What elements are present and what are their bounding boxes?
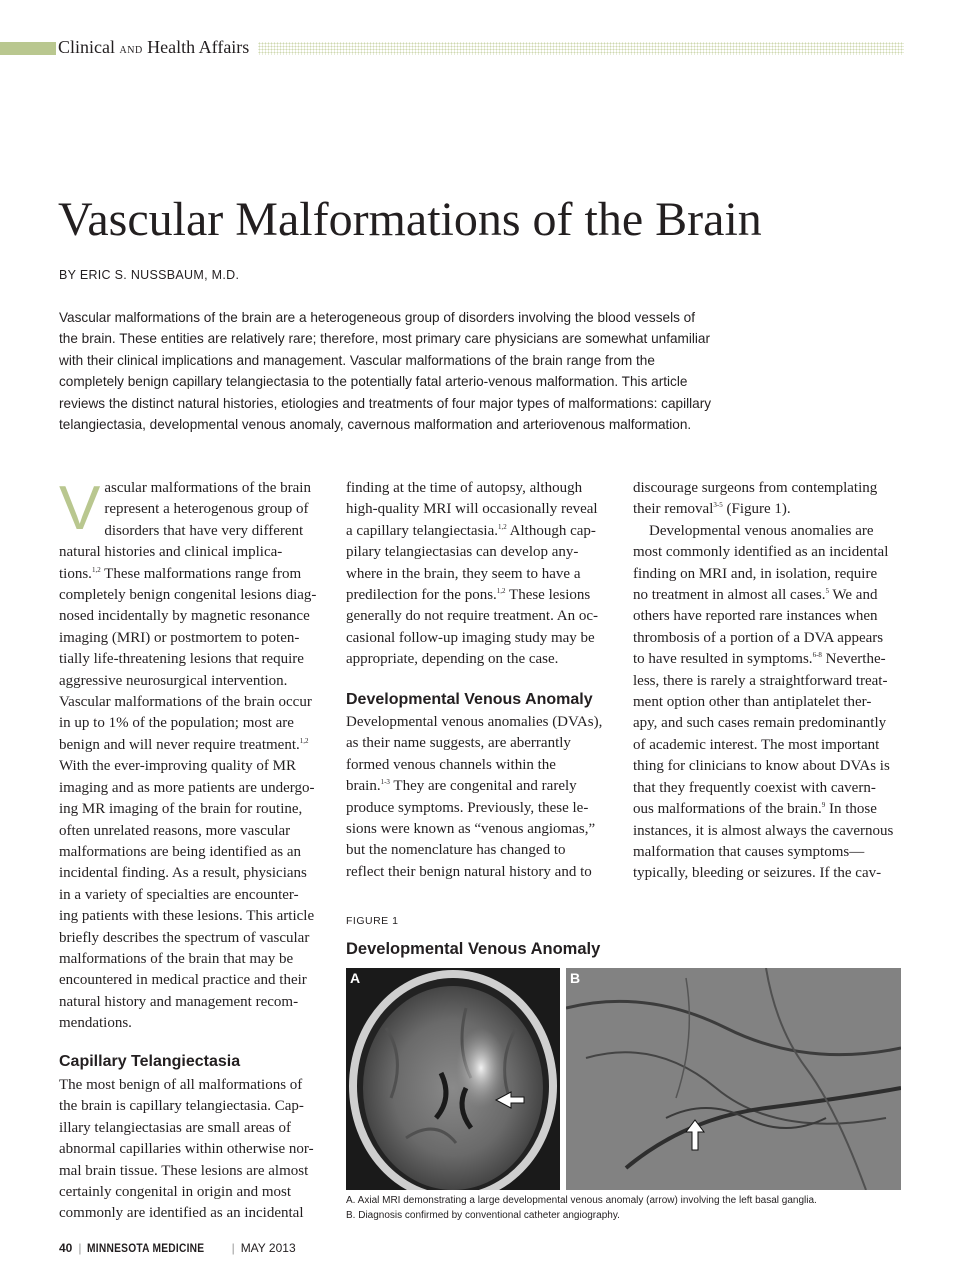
- figure-title: Developmental Venous Anomaly: [346, 940, 601, 958]
- panel-a-letter: A: [350, 970, 361, 986]
- panel-b-letter: B: [570, 970, 581, 986]
- page-footer: 40 | MINNESOTA MEDICINE | MAY 2013: [59, 1241, 296, 1255]
- magazine-name: MINNESOTA MEDICINE: [87, 1241, 205, 1255]
- body-column-3: discourage surgeons from contemplating their removal$^{3-5}$ (Figure 1). Developmental venous anomalies are most commonly identified as an incidental finding on MRI and, in isolation, require no treatment in almost all cases.$^5$ We and others have reported rare instances when thrombosis of a portion of a DVA appears to have resulted in symptoms.$^{6-8}$ Neverthe- less, there is rarely a straightforward treat- ment option other than antiplatelet ther- apy, and such cases remain predominantly of academic interest. The most important thing for clinicians to know about DVAs is that they frequently coexist with cavern- ous malformations of the brain.$^9$ In those instances, it is almost always the cavernous malformation that causes symptoms— typically, bleeding or seizures. If the cav-: [633, 480, 894, 882]
- section-color-bar: [0, 42, 56, 55]
- byline: BY ERIC S. NUSSBAUM, M.D.: [59, 268, 240, 282]
- mri-image: [346, 968, 560, 1190]
- figure-panel-b-angiogram: [566, 968, 901, 1190]
- page-number: 40: [59, 1241, 73, 1255]
- body-column-1: V ascular malformations of the brain represent a heterogenous group of disorders that have very different natural histories and clinical implica- tions.$^{1,2}$ These malformations range from completely benign congenital lesions diag- nosed incidentally by magnetic resonance imaging (MRI) or postmortem to poten- tially life-threatening lesions that require aggressive neurosurgical intervention. Vascular malformations of the brain occur in up to 1% of the population; most are benign and will never require treatment.$^{1,2}$ With the ever-improving quality of MR imaging and as more patients are undergo- ing MR imaging of the brain for routine, often unrelated reasons, more vascular malformations are being identified as an incidental finding. As a result, physicians in a variety of specialties are encounter- ing patients with these lesions. This article briefly describes the spectrum of vascular malformations of the brain that may be encountered in medical practice and their natural history and management recom- mendations.: [59, 474, 317, 1032]
- issue-date: MAY 2013: [240, 1241, 296, 1255]
- subhead-capillary-telangiectasia: Capillary Telangiectasia: [59, 1053, 241, 1070]
- angiogram-image: [566, 968, 901, 1190]
- drop-cap: V: [59, 474, 101, 543]
- article-title: Vascular Malformations of the Brain: [58, 193, 762, 246]
- figure-panel-a-mri: [346, 968, 560, 1190]
- section-label: Clinical AND Health Affairs: [58, 37, 250, 57]
- abstract: Vascular malformations of the brain are a heterogeneous group of disorders involving the blood vessels of the brain. These entities are relatively rare; therefore, most primary care physicians are somewhat unfamiliar with their clinical implications and management. Vascular malformations of the brain range from the completely benign capillary telangiectasia to the potentially fatal arterio-venous malformation. This article reviews the distinct natural histories, etiologies and treatments of four major types of malformations: capillary telangiectasia, developmental venous anomaly, cavernous malformation and arteriovenous malformation.: [59, 310, 712, 433]
- capillary-section-text: The most benign of all malformations of the brain is capillary telangiectasia. Cap- illary telangiectasias are small areas of abnormal capillaries within otherwise nor- mal brain tissue. These lesions are almost certainly congenital in origin and most commonly are identified as an incidental: [59, 1077, 314, 1222]
- subhead-developmental-venous-anomaly: Developmental Venous Anomaly: [346, 691, 593, 708]
- dva-section-text: Developmental venous anomalies (DVAs), as their name suggests, are aberrantly formed venous channels within the brain.$^{1-3}$ They are congenital and rarely produce symptoms. Previously, these le- sions were known as “venous angiomas,” but the nomenclature has changed to reflect their benign natural history and to: [346, 714, 603, 880]
- figure-label: FIGURE 1: [346, 915, 399, 927]
- figure-caption: A. Axial MRI demonstrating a large developmental venous anomaly (arrow) involving the left basal ganglia. B. Diagnosis confirmed by conventional catheter angiography.: [346, 1195, 817, 1221]
- body-column-2: finding at the time of autopsy, although high-quality MRI will occasionally reveal a capillary telangiectasia.$^{1,2}$ Although cap- pilary telangiectasias can develop any- where in the brain, they seem to have a predilection for the pons.$^{1,2}$ These lesions generally do not require treatment. An oc- casional follow-up imaging study may be appropriate, depending on the case.: [346, 480, 598, 668]
- section-dot-rule: [258, 42, 904, 55]
